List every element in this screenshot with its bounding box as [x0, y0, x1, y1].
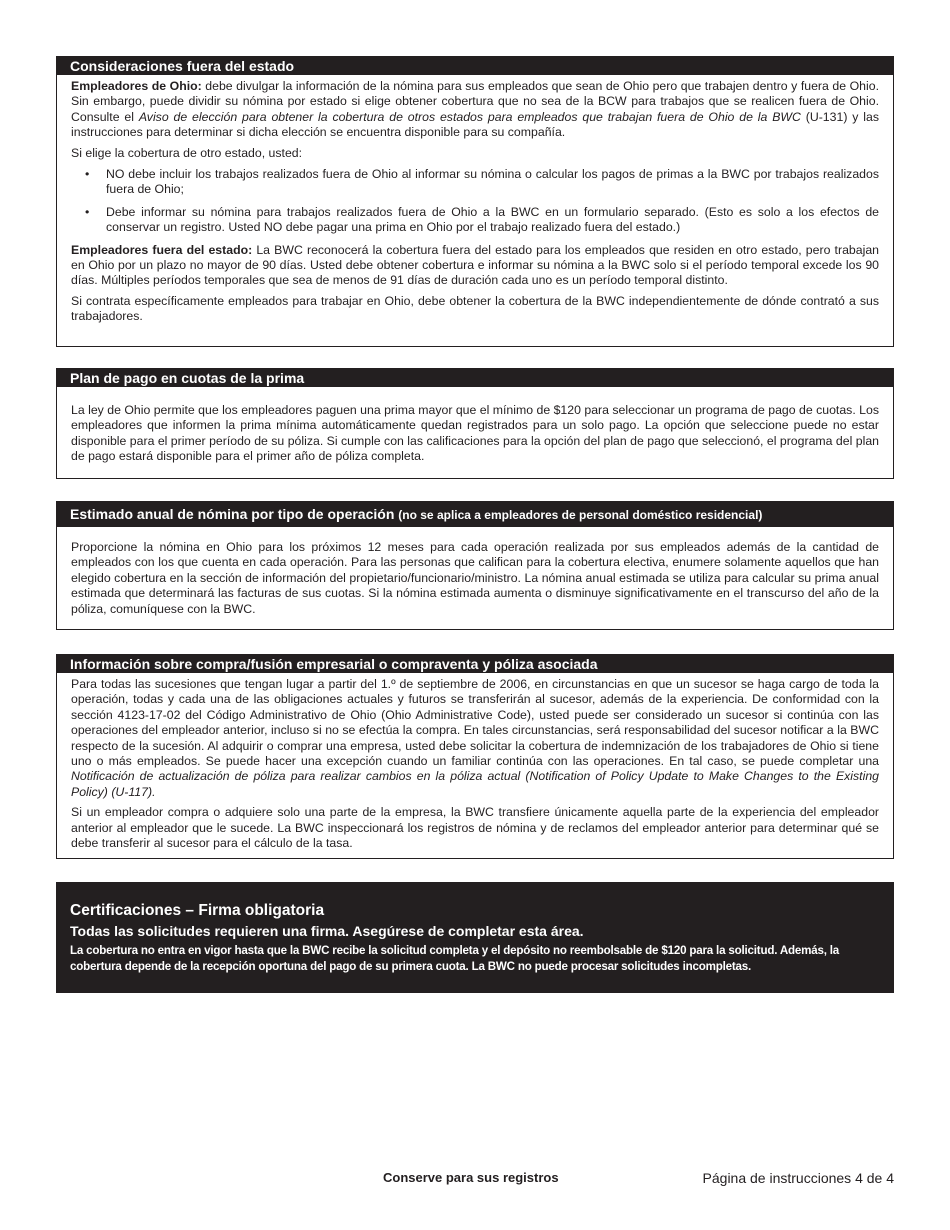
out-of-state-employers-paragraph	[71, 243, 879, 289]
succession-body	[57, 673, 893, 851]
payroll-estimate-title: Estimado anual de nómina por tipo de operación	[70, 506, 395, 522]
u131-form-title: Aviso de elección para obtener la cobertura de otros estados para empleados que trabajan fuera de Ohio de la BWC	[138, 109, 801, 124]
succession-paragraph	[71, 677, 879, 800]
succession-heading: Información sobre compra/fusión empresarial o compraventa y póliza asociada	[57, 655, 893, 673]
installment-body	[57, 387, 893, 465]
list-item	[71, 205, 879, 236]
payroll-estimate-paragraph: Proporcione la nómina en Ohio para los próximos 12 meses para cada operación realizada por sus empleados además de la cantidad de empleados con los que cuenta en cada operación. Para las personas que califican para la cobertura electiva, enumere solamente aquellos que han elegido cobertura en la sección de información del propietario/funcionario/ministro. La nómina anual estimada se utiliza para calcular su prima anual estimada que determinará las facturas de sus cuotas. Si la nómina estimada aumenta o disminuye significativamente en el transcurso del año de la póliza, comuníquese con la BWC.	[71, 540, 879, 616]
list-item	[71, 167, 879, 198]
u117-form-title: Notificación de actualización de póliza para realizar cambios en la póliza actual (Notification of Policy Update to Make Changes to the Existing Policy) (U-117).	[71, 769, 879, 799]
installment-section	[56, 368, 894, 479]
bullet-text: NO debe incluir los trabajos realizados fuera de Ohio al informar su nómina o calcular los pagos de primas a la BWC por trabajos realizados fuera de Ohio;	[106, 167, 879, 197]
installment-heading: Plan de pago en cuotas de la prima	[57, 369, 893, 387]
succession-text: Para todas las sucesiones que tengan lugar a partir del 1.º de septiembre de 2006, en circunstancias en que un sucesor se haga cargo de toda la operación, todas y cada una de las obligaciones actuales y futuros se transferirán al sucesor, además de la experiencia. De conformidad con la sección 4123-17-02 del Código Administrativo de Ohio (Ohio Administrative Code), usted puede ser considerado un sucesor si continúa con las operaciones del empleador anterior, incluso si no se efectúa la compra. En tales circunstancias, será responsabilidad del sucesor notificar a la BWC respecto de la sucesión. Al adquirir o comprar una empresa, usted debe solicitar la cobertura de indemnización de los trabajadores de Ohio si tiene uno o más empleados. Se puede hacer una excepción cuando un familiar continúa con las operaciones. En tal caso, se puede completar una	[71, 677, 879, 769]
other-state-intro: Si elige la cobertura de otro estado, usted:	[71, 145, 303, 160]
footer-page-number: Página de instrucciones 4 de 4	[702, 1170, 894, 1186]
bullet-icon: •	[85, 167, 90, 182]
bullet-text: Debe informar su nómina para trabajos realizados fuera de Ohio a la BWC en un formulario separado. (Esto es solo a los efectos de conservar un registro. Usted NO debe pagar una prima en Ohio por el trabajo realizado fuera del estado.)	[106, 204, 879, 235]
bullet-icon: •	[85, 204, 90, 219]
certification-title: Certificaciones – Firma obligatoria	[70, 902, 325, 919]
out-of-state-section	[56, 56, 894, 347]
payroll-estimate-body	[57, 527, 893, 617]
hire-in-ohio-paragraph: Si contrata específicamente empleados para trabajar en Ohio, debe obtener la cobertura de la BWC independientemente de dónde contrató a sus trabajadores.	[71, 293, 879, 324]
ohio-employers-text-end: (U-131) y las instrucciones para determinar si dicha elección se encuentra disponible para su compañía.	[71, 109, 879, 140]
ohio-employers-label: Empleadores de Ohio:	[71, 79, 202, 93]
certification-subtitle: Todas las solicitudes requieren una firma. Asegúrese de completar esta área.	[70, 923, 584, 939]
ohio-employers-text: debe divulgar la información de la nómina para sus empleados que sean de Ohio pero que trabajen dentro y fuera de Ohio. Sin embargo, puede dividir su nómina por estado si elige obtener cobertura que no sea de la BCW para trabajos que se realicen fuera de Ohio. Consulte el	[71, 79, 879, 124]
out-of-state-heading: Consideraciones fuera del estado	[57, 57, 893, 75]
ohio-employers-paragraph	[71, 79, 879, 141]
succession-section	[56, 654, 894, 859]
certification-banner	[56, 882, 894, 993]
out-of-state-employers-label: Empleadores fuera del estado:	[71, 242, 253, 257]
other-state-bullet-list	[71, 167, 879, 236]
payroll-estimate-heading	[57, 502, 893, 527]
partial-purchase-paragraph: Si un empleador compra o adquiere solo una parte de la empresa, la BWC transfiere únicamente aquella parte de la experiencia del empleador anterior al empleador que le sucede. La BWC inspeccionará los registros de nómina y de reclamos del empleador anterior para determinar qué se debe transferir al sucesor para el cálculo de la tasa.	[71, 805, 879, 851]
out-of-state-body	[57, 75, 893, 325]
certification-note: La cobertura no entra en vigor hasta que la BWC recibe la solicitud completa y el depósito no reembolsable de $120 para la solicitud. Además, la cobertura depende de la recepción oportuna del pago de su primera cuota. La BWC no puede procesar solicitudes incompletas.	[70, 944, 840, 973]
footer-keep-records: Conserve para sus registros	[383, 1170, 559, 1185]
out-of-state-employers-text: La BWC reconocerá la cobertura fuera del estado para los empleados que residen en otro estado, pero trabajan en Ohio por un plazo no mayor de 90 días. Usted debe obtener cobertura e informar su nómina a la BWC solo si el período temporal excede los 90 días. Múltiples períodos temporales que sea de menos de 91 días de duración cada uno es un período temporal distinto.	[71, 242, 879, 288]
installment-paragraph: La ley de Ohio permite que los empleadores paguen una prima mayor que el mínimo de $120 para seleccionar un programa de pago de cuotas. Los empleadores que informen la prima mínima automáticamente quedan registrados para un solo pago. La opción que seleccione puede no estar disponible para el primer período de su póliza. Si cumple con las calificaciones para la opción del plan de pago que seleccionó, el programa del plan de pago estará disponible para el primer año de póliza completa.	[71, 403, 879, 464]
payroll-estimate-note: (no se aplica a empleadores de personal doméstico residencial)	[398, 508, 763, 522]
payroll-estimate-section	[56, 501, 894, 630]
